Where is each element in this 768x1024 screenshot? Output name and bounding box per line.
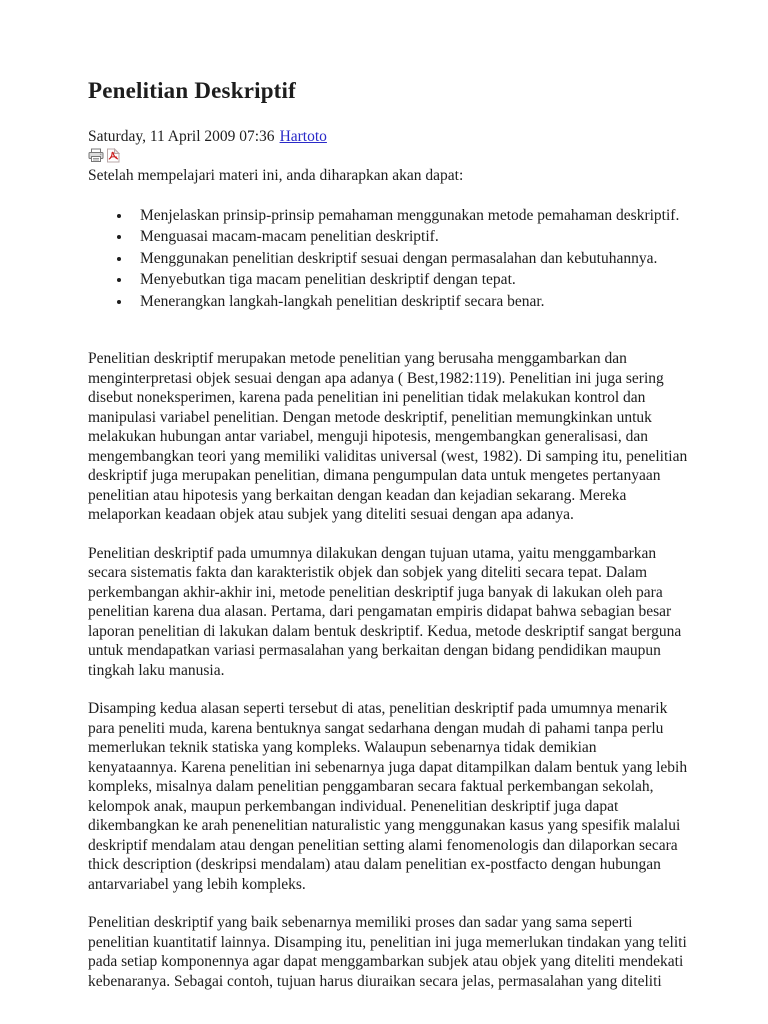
objective-item-3: • Menggunakan penelitian deskriptif sesuai dengan permasalahan dan kebutuhannya. [132,249,688,270]
print-icon[interactable] [88,148,104,163]
paragraph-1: Penelitian deskriptif merupakan metode penelitian yang berusaha menggambarkan dan menginterpretasi objek sesuai dengan apa adanya ( Best,1982:119). Penelitian ini juga sering disebut noneksperimen, karena pada penelitian ini penelitian tidak melakukan kontrol dan manipulasi variabel penelitian. Dengan metode deskriptif, penelitian memungkinkan untuk melakukan hubungan antar variabel, menguji hipotesis, mengembangkan generalisasi, dan mengembangkan teori yang memiliki validitas universal (west, 1982). Di samping itu, penelitian deskriptif juga merupakan penelitian, dimana pengumpulan data untuk mengetes pertanyaan penelitian atau hipotesis yang berkaitan dengan keadan dan kejadian sekarang. Mereka melaporkan keadaan objek atau subjek yang diteliti sesuai dengan apa adanya. [88,350,688,523]
objectives-list [88,206,688,313]
article-toolbar [88,147,688,164]
paragraph-2: Penelitian deskriptif pada umumnya dilakukan dengan tujuan utama, yaitu menggambarkan secara sistematis fakta dan karakteristik objek dan sobjek yang diteliti secara tepat. Dalam perkembangan akhir-akhir ini, metode penelitian deskriptif juga banyak di lakukan oleh para penelitian karena dua alasan. Pertama, dari pengamatan empiris didapat bahwa sebagian besar laporan penelitian di lakukan dalam bentuk deskriptif. Kedua, metode deskriptif sangat berguna untuk mendapatkan variasi permasalahan yang berkaitan dengan bidang pendidikan maupun tingkah laku manusia. [88,544,682,679]
paragraph-3: Disamping kedua alasan seperti tersebut di atas, penelitian deskriptif pada umumnya menarik para peneliti muda, karena bentuknya sangat sedarhana dengan mudah di pahami tanpa perlu memerlukan teknik statiska yang kompleks. Walaupun sebenarnya tidak demikian kenyataannya. Karena penelitian ini sebenarnya juga dapat ditampilkan dalam bentuk yang lebih kompleks, misalnya dalam penelitian penggambaran secara faktual perkembangan sekolah, kelompok anak, maupun perkembangan individual. Penenelitian deskriptif juga dapat dikembangkan ke arah penenelitian naturalistic yang menggunakan kasus yang spesifik malalui deskriptif mendalam atau dengan penelitian setting alami fenomenologis dan dilaporkan secara thick description (deskripsi mendalam) atau dalam penelitian ex-postfacto dengan hubungan antarvariabel yang lebih kompleks. [88,700,688,893]
objective-item-1: • Menjelaskan prinsip-prinsip pemahaman menggunakan metode pemahaman deskriptif. [132,206,688,227]
objective-item-5: • Menerangkan langkah-langkah penelitian deskriptif secara benar. [132,292,688,313]
author-link[interactable]: Hartoto [279,128,327,145]
objective-item-2: • Menguasai macam-macam penelitian deskriptif. [132,227,688,248]
pdf-icon[interactable] [106,148,120,163]
intro-text: Setelah mempelajari materi ini, anda diharapkan akan dapat: [88,167,464,184]
byline [88,128,688,146]
page-title: Penelitian Deskriptif [88,78,296,103]
publish-date: Saturday, 11 April 2009 07:36 [88,128,275,145]
objective-item-4: • Menyebutkan tiga macam penelitian deskriptif dengan tepat. [132,270,688,291]
paragraph-4: Penelitian deskriptif yang baik sebenarnya memiliki proses dan sadar yang sama seperti penelitian kuantitatif lainnya. Disamping itu, penelitian ini juga memerlukan tindakan yang teliti pada setiap komponennya agar dapat menggambarkan subjek atau objek yang diteliti mendekati kebenaranya. Sebagai contoh, tujuan harus diuraikan secara jelas, permasalahan yang diteliti [88,914,687,990]
